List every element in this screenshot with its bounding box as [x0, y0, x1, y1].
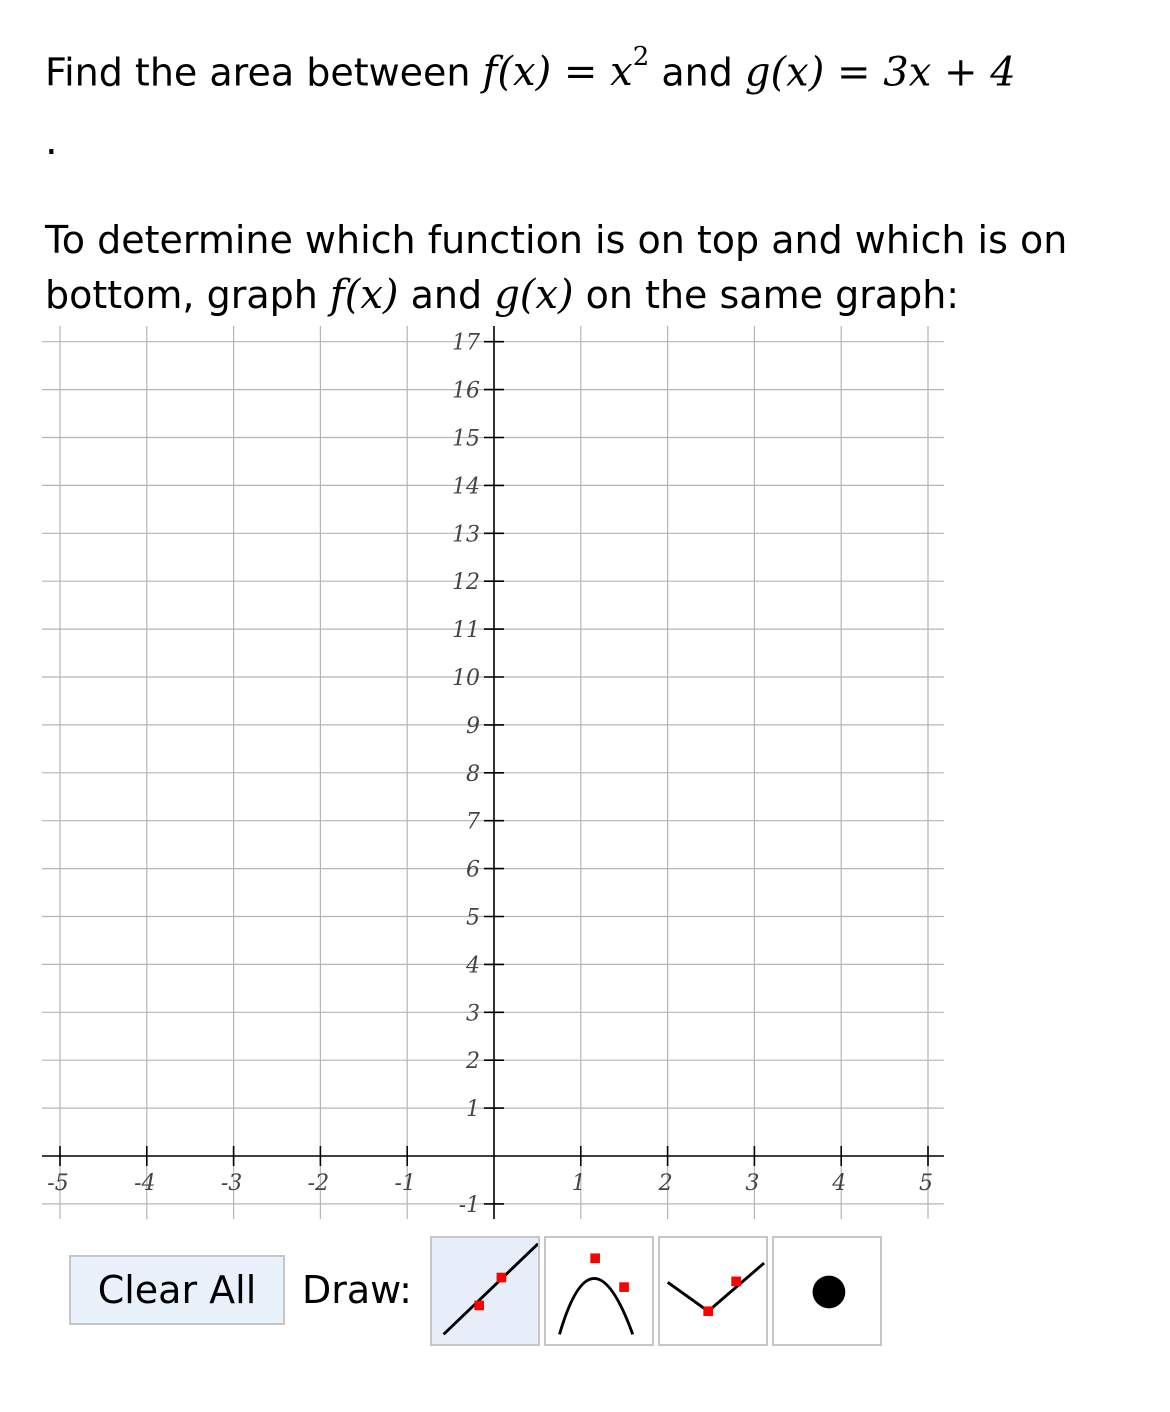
question-prefix: Find the area between	[45, 50, 471, 95]
y-tick-label: 5	[466, 905, 480, 931]
absolute-value-icon	[660, 1238, 766, 1344]
y-tick-label: 2	[466, 1049, 480, 1075]
f-ref: f(x)	[329, 272, 399, 318]
draw-label: Draw:	[302, 1268, 412, 1312]
x-tick-label: 2	[658, 1171, 673, 1196]
question-end-mark: .	[45, 118, 58, 164]
g-definition: g(x) = 3x + 4	[744, 49, 1016, 96]
question-conj: and	[661, 50, 733, 95]
clear-all-button[interactable]: Clear All	[69, 1255, 285, 1325]
question-line	[45, 42, 1016, 96]
y-tick-label: 8	[466, 761, 480, 787]
instruction-line-2: bottom, graph f(x) and g(x) on the same graph:	[45, 272, 960, 318]
y-tick-label: 11	[452, 618, 480, 644]
x-tick-label: -2	[307, 1171, 330, 1196]
y-tick-label: 15	[452, 426, 480, 452]
x-tick-label: -1	[394, 1171, 416, 1196]
parabola-icon	[546, 1238, 652, 1344]
line-tool-button[interactable]	[430, 1236, 540, 1346]
x-tick-label: 1	[571, 1171, 586, 1196]
x-tick-label: -4	[134, 1171, 156, 1196]
line-icon	[432, 1238, 538, 1344]
y-tick-label: 7	[466, 809, 480, 835]
x-tick-label: 4	[832, 1171, 847, 1196]
graph-canvas[interactable]	[0, 326, 960, 1226]
tick-labels	[47, 331, 933, 1218]
y-tick-label: 10	[452, 666, 480, 691]
y-tick-label: 16	[452, 378, 480, 404]
g-ref: g(x)	[494, 272, 574, 318]
y-tick-label: 17	[452, 330, 480, 356]
parabola-tool-button[interactable]	[544, 1236, 654, 1346]
point-icon	[774, 1238, 880, 1344]
y-tick-label: 13	[452, 522, 480, 548]
f-definition: $f(x) = x^2$	[482, 42, 650, 96]
y-tick-label: 6	[466, 857, 480, 883]
y-tick-label: -1	[458, 1192, 480, 1218]
x-tick-label: -3	[220, 1171, 243, 1196]
y-tick-label: 14	[452, 474, 480, 500]
x-tick-label: 5	[919, 1171, 933, 1196]
instruction-line-1: To determine which function is on top and which is on	[45, 218, 1068, 262]
point-tool-button[interactable]	[772, 1236, 882, 1346]
x-tick-label: -5	[47, 1171, 69, 1196]
y-tick-label: 3	[466, 1001, 480, 1027]
y-tick-label: 1	[466, 1097, 480, 1123]
y-tick-label: 4	[466, 953, 480, 979]
y-tick-label: 9	[466, 713, 480, 739]
x-tick-label: 3	[745, 1171, 760, 1196]
y-tick-label: 12	[452, 570, 480, 596]
absolute-value-tool-button[interactable]	[658, 1236, 768, 1346]
